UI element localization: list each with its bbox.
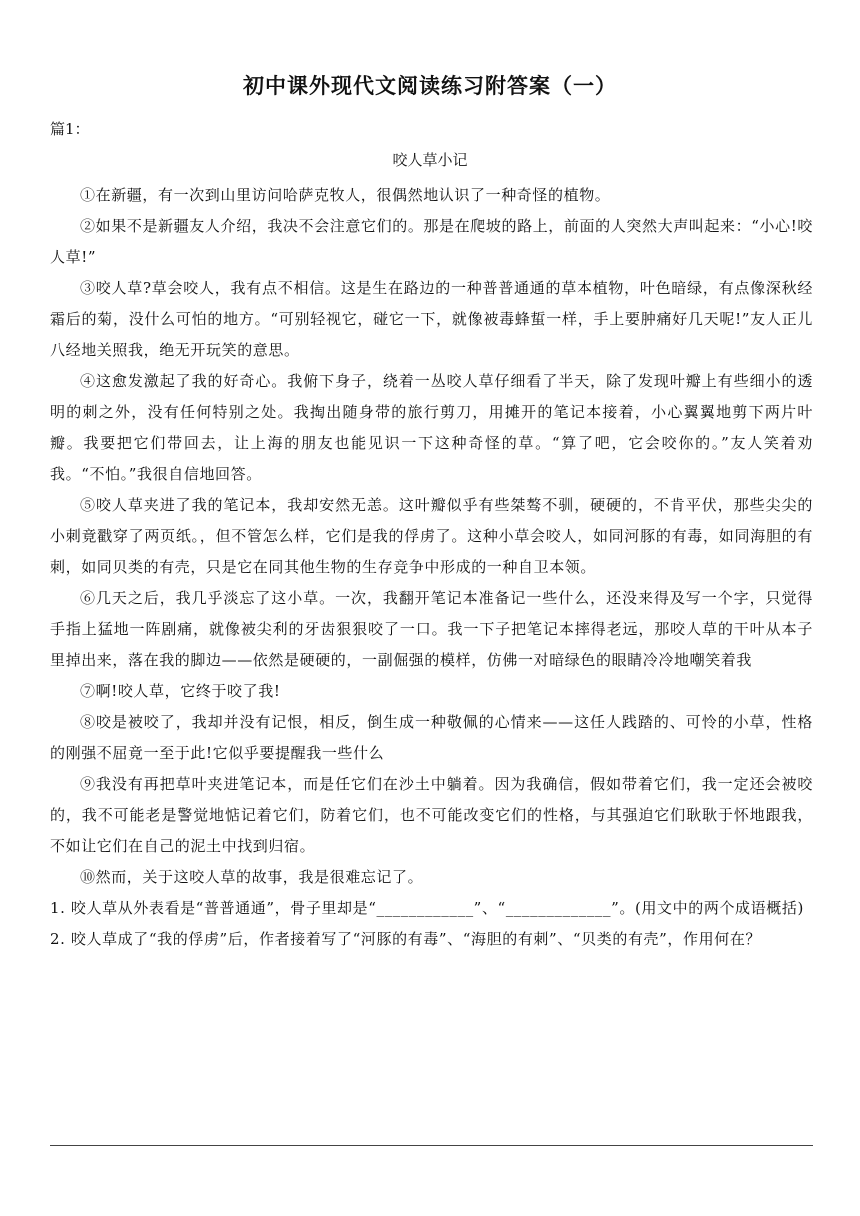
paragraph-2: ②如果不是新疆友人介绍，我决不会注意它们的。那是在爬坡的路上，前面的人突然大声叫起来：“小心!咬人草!” <box>50 217 813 266</box>
paragraph-4: ④这愈发激起了我的好奇心。我俯下身子，绕着一丛咬人草仔细看了半天，除了发现叶瓣上有些细小的透明的刺之外，没有任何特别之处。我掏出随身带的旅行剪刀，用摊开的笔记本接着，小心翼翼地剪下两片叶瓣。我要把它们带回去，让上海的朋友也能见识一下这种奇怪的草。“算了吧，它会咬你的。”友人笑着劝我。“不怕。”我很自信地回答。 <box>50 372 813 483</box>
paragraph-5: ⑤咬人草夹进了我的笔记本，我却安然无恙。这叶瓣似乎有些桀骜不驯，硬硬的，不肯平伏，那些尖尖的小刺竟戳穿了两页纸。，但不管怎么样，它们是我的俘虏了。这种小草会咬人，如同河豚的有毒，如同海胆的有刺，如同贝类的有壳，只是它在同其他生物的生存竞争中形成的一种自卫本领。 <box>50 496 813 576</box>
article-body <box>50 180 813 955</box>
paragraph-9: ⑨我没有再把草叶夹进笔记本，而是任它们在沙土中躺着。因为我确信，假如带着它们，我一定还会被咬的，我不可能老是警觉地惦记着它们，防着它们，也不可能改变它们的性格，与其强迫它们耿耿于怀地跟我，不如让它们在自己的泥土中找到归宿。 <box>50 775 813 855</box>
question-1: 1. 咬人草从外表看是“普普通通”，骨子里却是“____________”、“_____________”。(用文中的两个成语概括) <box>50 899 804 917</box>
section-label: 篇1： <box>50 120 90 138</box>
paragraph-6: ⑥几天之后，我几乎淡忘了这小草。一次，我翻开笔记本准备记一些什么，还没来得及写一个字，只觉得手指上猛地一阵剧痛，就像被尖利的牙齿狠狠咬了一口。我一下子把笔记本摔得老远，那咬人草的干叶从本子里掉出来，落在我的脚边——依然是硬硬的，一副倔强的模样，仿佛一对暗绿色的眼睛冷冷地嘲笑着我 <box>50 589 813 669</box>
question-2: 2. 咬人草成了“我的俘虏”后，作者接着写了“河豚的有毒”、“海胆的有刺”、“贝类的有壳”，作用何在？ <box>50 930 762 948</box>
paragraph-1: ①在新疆，有一次到山里访问哈萨克牧人，很偶然地认识了一种奇怪的植物。 <box>80 186 611 204</box>
article-title: 咬人草小记 <box>392 151 468 169</box>
paragraph-7: ⑦啊!咬人草，它终于咬了我! <box>80 682 281 700</box>
paragraph-3: ③咬人草?草会咬人，我有点不相信。这是生在路边的一种普普通通的草本植物，叶色暗绿，有点像深秋经霜后的菊，没什么可怕的地方。“可别轻视它，碰它一下，就像被毒蜂蜇一样，手上要肿痛好几天呢!”友人正儿八经地关照我，绝无开玩笑的意思。 <box>50 279 813 359</box>
paragraph-8: ⑧咬是被咬了，我却并没有记恨，相反，倒生成一种敬佩的心情来——这任人践踏的、可怜的小草，性格的刚强不屈竟一至于此!它似乎要提醒我一些什么 <box>50 713 813 762</box>
answer-line <box>50 1145 813 1146</box>
document-title: 初中课外现代文阅读练习附答案（一） <box>243 74 617 98</box>
paragraph-10: ⑩然而，关于这咬人草的故事，我是很难忘记了。 <box>80 868 424 886</box>
